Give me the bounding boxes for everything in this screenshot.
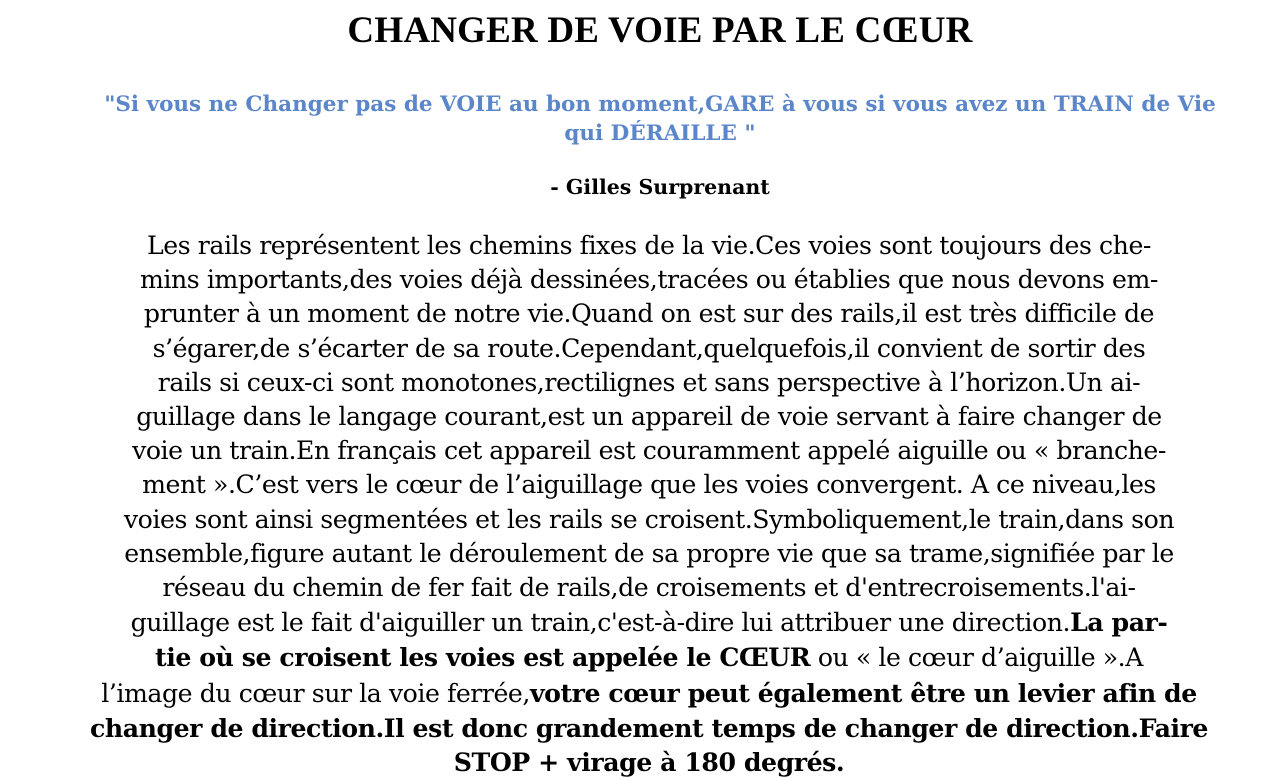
body-text-regular: ou « le cœur d’aiguille ».A [810,643,1143,673]
body-line: Les rails représentent les chemins fixes de la vie.Ces voies sont toujours des che- [147,231,1151,260]
quote-line-2: qui DÉRAILLE " [564,121,756,146]
body-line: réseau du chemin de fer fait de rails,de croisements et d'entrecroisements.l'ai- [162,573,1136,603]
body-text-bold: tie où se croisent les voies est appelée le CŒUR [155,642,811,673]
body-text-bold: La par- [1070,607,1168,638]
body-line [74,640,1224,675]
body-line [74,676,1224,711]
body-line: mins importants,des voies déjà dessinées,tracées ou établies que nous devons em- [139,265,1158,295]
body-line: rails si ceux-ci sont monotones,rectilignes et sans perspective à l’horizon.Un ai- [157,367,1141,397]
body-line-bold: changer de direction.Il est donc grandement temps de changer de direction.Faire [89,712,1209,743]
body-line: ment ».C’est vers le cœur de l’aiguillage que les voies convergent. A ce niveau,les [142,470,1156,500]
body-line-bold: STOP + virage à 180 degrés. [453,747,845,778]
epigraph-quote [95,90,1225,148]
body-text-regular: l’image du cœur sur la voie ferrée, [101,678,530,708]
body-text-bold: votre cœur peut également être un levier afin de [529,677,1197,708]
body-line [74,605,1224,640]
body-paragraph [74,229,1224,779]
body-line: voies sont ainsi segmentées et les rails se croisent.Symboliquement,le train,dans son [123,504,1175,534]
body-line: guillage dans le langage courant,est un appareil de voie servant à faire changer de [136,402,1162,432]
quote-line-1: "Si vous ne Changer pas de VOIE au bon moment,GARE à vous si vous avez un TRAIN de Vie [104,92,1216,117]
body-line: s’égarer,de s’écarter de sa route.Cependant,quelquefois,il convient de sortir des [152,333,1146,363]
body-line: voie un train.En français cet appareil est couramment appelé aiguille ou « branche- [132,436,1166,466]
body-text-regular: guillage est le fait d'aiguiller un train,c'est-à-dire lui attribuer une direction. [130,608,1071,638]
body-line: prunter à un moment de notre vie.Quand on est sur des rails,il est très difficile de [143,299,1155,329]
quote-author: - Gilles Surprenant [550,175,770,199]
body-line: ensemble,figure autant le déroulement de sa propre vie que sa trame,signifiée par le [124,538,1174,568]
page-title: CHANGER DE VOIE PAR LE CŒUR [347,10,973,51]
